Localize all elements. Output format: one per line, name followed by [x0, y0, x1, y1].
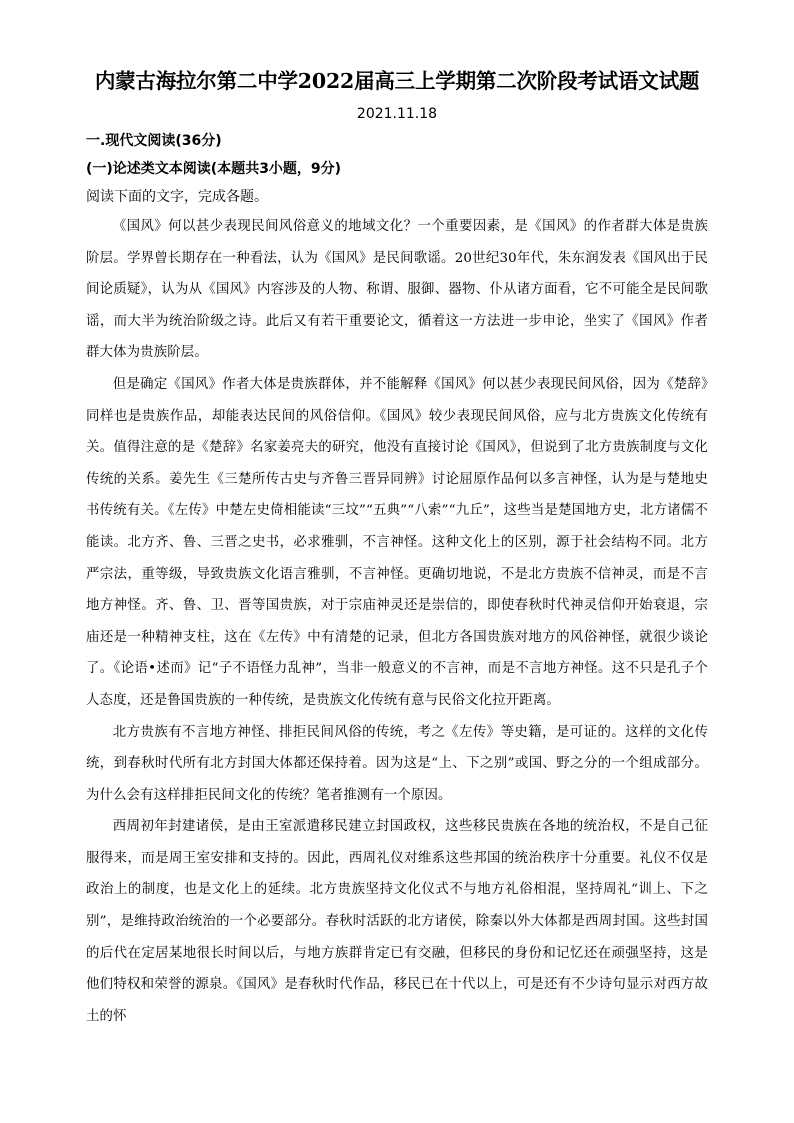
document-title: 内蒙古海拉尔第二中学2022届高三上学期第二次阶段考试语文试题 — [94, 69, 700, 93]
paragraph-2: 但是确定《国风》作者大体是贵族群体，并不能解释《国风》何以甚少表现民间风俗，因为《楚辞》同样也是贵族作品，却能表达民间的风俗信仰。《国风》较少表现民间风俗，应与北方贵族文化传统有关。值得注意的是《楚辞》名家姜亮夫的研究，他没有直接讨论《国风》，但说到了北方贵族制度与文化传统的关系。姜先生《三楚所传古史与齐鲁三晋异同辨》讨论屈原作品何以多言神怪，认为是与楚地史书传统有关。《左传》中楚左史倚相能读“三坟”“五典”“八索”“九丘”，这些当是楚国地方史，北方诸儒不能读。北方齐、鲁、三晋之史书，必求雅驯，不言神怪。这种文化上的区别，源于社会结构不同。北方严宗法，重等级，导致贵族文化语言雅驯，不言神怪。更确切地说，不是北方贵族不信神灵，而是不言地方神怪。齐、鲁、卫、晋等国贵族，对于宗庙神灵还是崇信的，即使春秋时代神灵信仰开始衰退，宗庙还是一种精神支柱，这在《左传》中有清楚的记录，但北方各国贵族对地方的风俗神怪，就很少谈论了。《论语•述而》记“子不语怪力乱神”，当非一般意义的不言神，而是不言地方神怪。这不只是孔子个人态度，还是鲁国贵族的一种传统，是贵族文化传统有意与民俗文化拉开距离。 — [86, 376, 708, 708]
subsection-heading: (一)论述类文本阅读(本题共3小题，9分) — [86, 161, 342, 177]
paragraph-1: 《国风》何以甚少表现民间风俗意义的地域文化？一个重要因素，是《国风》的作者群大体是贵族阶层。学界曾长期存在一种看法，认为《国风》是民间歌谣。20世纪30年代，朱东润发表《国风出于民间论质疑》，认为从《国风》内容涉及的人物、称谓、服御、器物、仆从诸方面看，它不可能全是民间歌谣，而大半为统治阶级之诗。此后又有若干重要论文，循着这一方法进一步申论，坐实了《国风》作者群大体为贵族阶层。 — [86, 219, 708, 361]
paragraph-3: 北方贵族有不言地方神怪、排拒民间风俗的传统，考之《左传》等史籍，是可证的。这样的文化传统，到春秋时代所有北方封国大体都还保持着。因为这是“上、下之别”或国、野之分的一个组成部分。为什么会有这样排拒民间文化的传统？笔者推测有一个原因。 — [86, 724, 708, 803]
paragraph-4: 西周初年封建诸侯，是由王室派遣移民建立封国政权，这些移民贵族在各地的统治权，不是自己征服得来，而是周王室安排和支持的。因此，西周礼仪对维系这些邦国的统治秩序十分重要。礼仪不仅是政治上的制度，也是文化上的延续。北方贵族坚持文化仪式不与地方礼俗相混，坚持周礼“训上、下之别”，是维持政治统治的一个必要部分。春秋时活跃的北方诸侯，除秦以外大体都是西周封国。这些封国的后代在定居某地很长时间以后，与地方族群肯定已有交融，但移民的身份和记忆还在顽强坚持，这是他们特权和荣誉的源泉。《国风》是春秋时代作品，移民已在十代以上，可是还有不少诗句显示对西方故土的怀 — [86, 819, 708, 1024]
document-date: 2021.11.18 — [356, 106, 438, 122]
reading-instruction: 阅读下面的文字，完成各题。 — [86, 189, 268, 205]
section-heading: 一.现代文阅读(36分) — [86, 133, 222, 149]
